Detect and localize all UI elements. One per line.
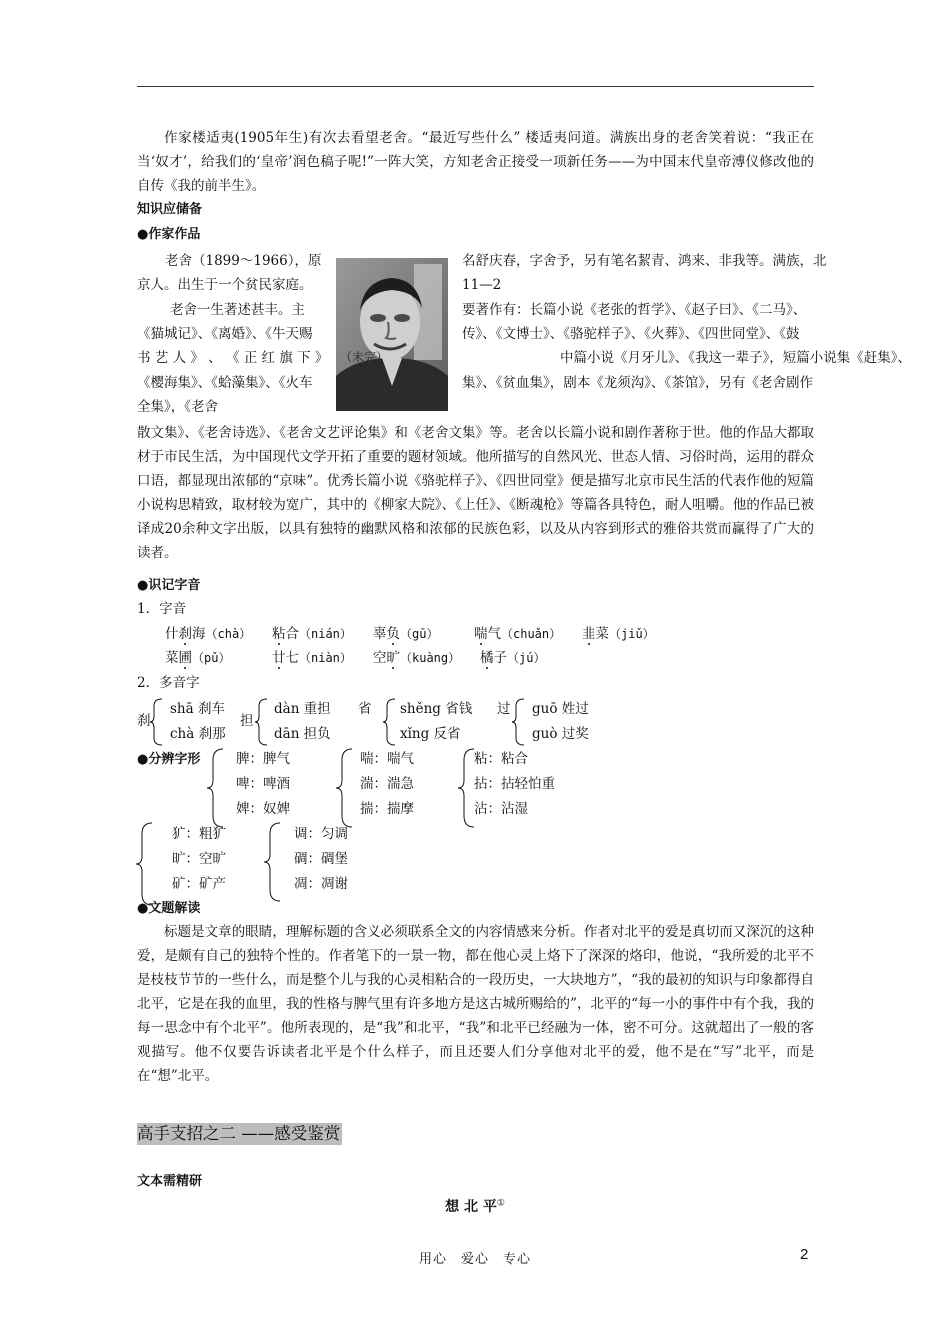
- polyphone-reading: dàn 重担: [274, 701, 331, 717]
- intro-block: [137, 126, 814, 198]
- char-form-item: 粘：粘合: [474, 751, 528, 767]
- essay-footnote-mark: ①: [496, 1198, 505, 1209]
- brace-icon: [512, 698, 526, 746]
- author-right-line-6: 集》、《贫血集》，剧本《龙须沟》、《茶馆》，另有《老舍剧作: [462, 375, 813, 391]
- author-rest-paragraph: 散文集》、《老舍诗选》、《老舍文艺评论集》和《老舍文集》等。老舍以长篇小说和剧作著称于世。他的作品大都取材于市民生活，为中国现代文学开拓了重要的题材领域。他所描写的自然风光、世态人情、习俗时尚，运用的群众口语，都显现出浓郁的“京味”。优秀长篇小说《骆驼样子》、《四世同堂》便是描写北京市民生活的代表作他的短篇小说构思精致，取材较为宽广，其中的《柳家大院》、《上任》、《断魂枪》等篇各具特色，耐人咀嚼。他的作品已被译成20余种文字出版，以具有独特的幽默风格和浓郁的民族色彩，以及从内容到形式的雅俗共赏而赢得了广大的读者。: [137, 425, 814, 561]
- author-right-line-5: 中篇小说《月牙儿》、《我这一辈子》，短篇小说集《赶集》、: [560, 350, 911, 366]
- author-portrait: [336, 258, 448, 411]
- polyphone-char: 刹: [137, 713, 151, 729]
- pron-item: 菜圃（pǔ）: [165, 650, 231, 666]
- heading-pronunciation: ●识记字音: [137, 578, 201, 593]
- polyphone-char: 担: [240, 713, 254, 729]
- section-banner: 高手支招之二 ——感受鉴赏: [137, 1124, 341, 1143]
- pron-item: 空旷（kuàng）: [373, 650, 461, 666]
- brace-icon: [255, 698, 269, 746]
- brace-icon: [383, 698, 397, 746]
- heading-knowledge: 知识应储备: [137, 202, 203, 217]
- pron-item: 韭菜（jiǔ）: [582, 626, 655, 642]
- heading-author-works: ●作家作品: [137, 227, 201, 242]
- char-form-item: 喘：喘气: [360, 751, 414, 767]
- pron-item: 橘子（jú）: [480, 650, 546, 666]
- polyphone-reading: guò 过奖: [532, 726, 589, 742]
- polyphone-reading: chà 刹那: [170, 726, 226, 742]
- page-footer: 用心 爱心 专心: [418, 1252, 531, 1267]
- essay-title: [0, 1196, 950, 1216]
- photo-overlay-text: （未完）: [340, 350, 389, 364]
- author-left-line-3: 老舍一生著述甚丰。主: [170, 302, 305, 318]
- pron-item: 喘气（chuǎn）: [474, 626, 562, 642]
- author-rest-block: [137, 421, 814, 565]
- char-form-item: 调：匀调: [294, 826, 348, 842]
- pron-item: 粘合（nián）: [272, 626, 352, 642]
- page-number: 2: [800, 1246, 809, 1263]
- author-left-line-7: 全集》，《老舍: [137, 399, 218, 415]
- heading-text-study: 文本需精研: [137, 1174, 203, 1189]
- author-left-line-6: 《樱海集》、《蛤藻集》、《火车: [137, 375, 313, 391]
- brace-icon: [136, 822, 154, 906]
- polyphone-reading: dān 担负: [274, 726, 331, 742]
- header-rule: [137, 86, 814, 87]
- author-right-line-1: 名舒庆春，字舍予，另有笔名絜青、鸿来、非我等。满族，北: [462, 253, 827, 269]
- brace-icon: [264, 822, 282, 902]
- polyphone-label: 2．多音字: [137, 675, 200, 691]
- brace-icon: [207, 748, 225, 828]
- polyphone-char: 省: [358, 701, 372, 717]
- char-form-item: 矿：矿产: [172, 876, 226, 892]
- polyphone-reading: guō 姓过: [532, 701, 589, 717]
- author-right-line-3: 要著作有：长篇小说《老张的哲学》、《赵子曰》、《二马》、: [462, 302, 807, 318]
- char-form-item: 婢：奴婢: [236, 801, 290, 817]
- pron-item: 什刹海（chà）: [165, 626, 252, 642]
- polyphone-char: 过: [497, 701, 511, 717]
- intro-paragraph: 作家楼适夷(1905年生)有次去看望老舍。“最近写些什么” 楼适夷问道。满族出身的老舍笑着说：“我正在当‘奴才’，给我们的‘皇帝’润色稿子呢!”一阵大笑，方知老舍正接受一项新任务——为中国末代皇帝溥仪修改他的自传《我的前半生》。: [137, 130, 814, 194]
- author-right-line-2: 11—2: [462, 277, 502, 293]
- title-interpretation-paragraph: 标题是文章的眼睛，理解标题的含义必须联系全文的内容情感来分析。作者对北平的爱是真切而又深沉的这种爱，是颇有自己的独特个性的。作者笔下的一景一物，都在他心灵上烙下了深深的烙印，他说，“我所爱的北平不是枝枝节节的一些什么，而是整个儿与我的心灵相粘合的一段历史，一大块地方”，“我的最初的知识与印象都得自北平，它是在我的血里，我的性格与脾气里有许多地方是这古城所赐给的”，北平的“每一小的事件中有个我，我的每一思念中有个北平”。他所表现的，是“我”和北平，“我”和北平已经融为一体，密不可分。这就超出了一般的客观描写。他不仅要告诉读者北平是个什么样子，而且还要人们分享他对北平的爱，他不是在“写”北平，而是在“想”北平。: [137, 924, 814, 1084]
- author-left-line-5: 书 艺 人 》 、 《 正 红 旗 下 》: [137, 350, 329, 366]
- author-left-line-1: 老舍（1899～1966），原: [165, 253, 322, 269]
- char-form-item: 脾：脾气: [236, 751, 290, 767]
- brace-icon: [150, 698, 164, 746]
- pron-item: 辜负（gū）: [373, 626, 439, 642]
- heading-title-interpretation: ●文题解读: [137, 901, 201, 916]
- polyphone-reading: shěng 省钱: [400, 701, 473, 717]
- char-form-item: 啤：啤酒: [236, 776, 290, 792]
- heading-char-forms: ●分辨字形: [137, 752, 201, 767]
- essay-title-text: 想 北 平: [445, 1199, 497, 1215]
- author-left-line-2: 京人。出生于一个贫民家庭。: [137, 277, 313, 293]
- char-form-item: 旷：空旷: [172, 851, 226, 867]
- title-interpretation-block: [137, 920, 814, 1088]
- pron-item: 廿七（niàn）: [272, 650, 352, 666]
- brace-icon: [336, 748, 354, 828]
- polyphone-reading: xǐng 反省: [400, 726, 461, 742]
- char-form-item: 揣：揣摩: [360, 801, 414, 817]
- polyphone-reading: shā 刹车: [170, 701, 225, 717]
- author-right-line-4: 传》、《文博士》、《骆驼样子》、《火葬》、《四世同堂》、《鼓: [462, 326, 800, 342]
- char-form-item: 拈：拈轻怕重: [474, 776, 555, 792]
- char-form-item: 凋：凋谢: [294, 876, 348, 892]
- pron-label: 1．字音: [137, 601, 187, 617]
- char-form-item: 沾：沾湿: [474, 801, 528, 817]
- char-form-item: 湍：湍急: [360, 776, 414, 792]
- char-form-item: 碉：碉堡: [294, 851, 348, 867]
- author-left-line-4: 《猫城记》、《离婚》、《牛天赐: [137, 326, 313, 342]
- char-form-item: 犷：粗犷: [172, 826, 226, 842]
